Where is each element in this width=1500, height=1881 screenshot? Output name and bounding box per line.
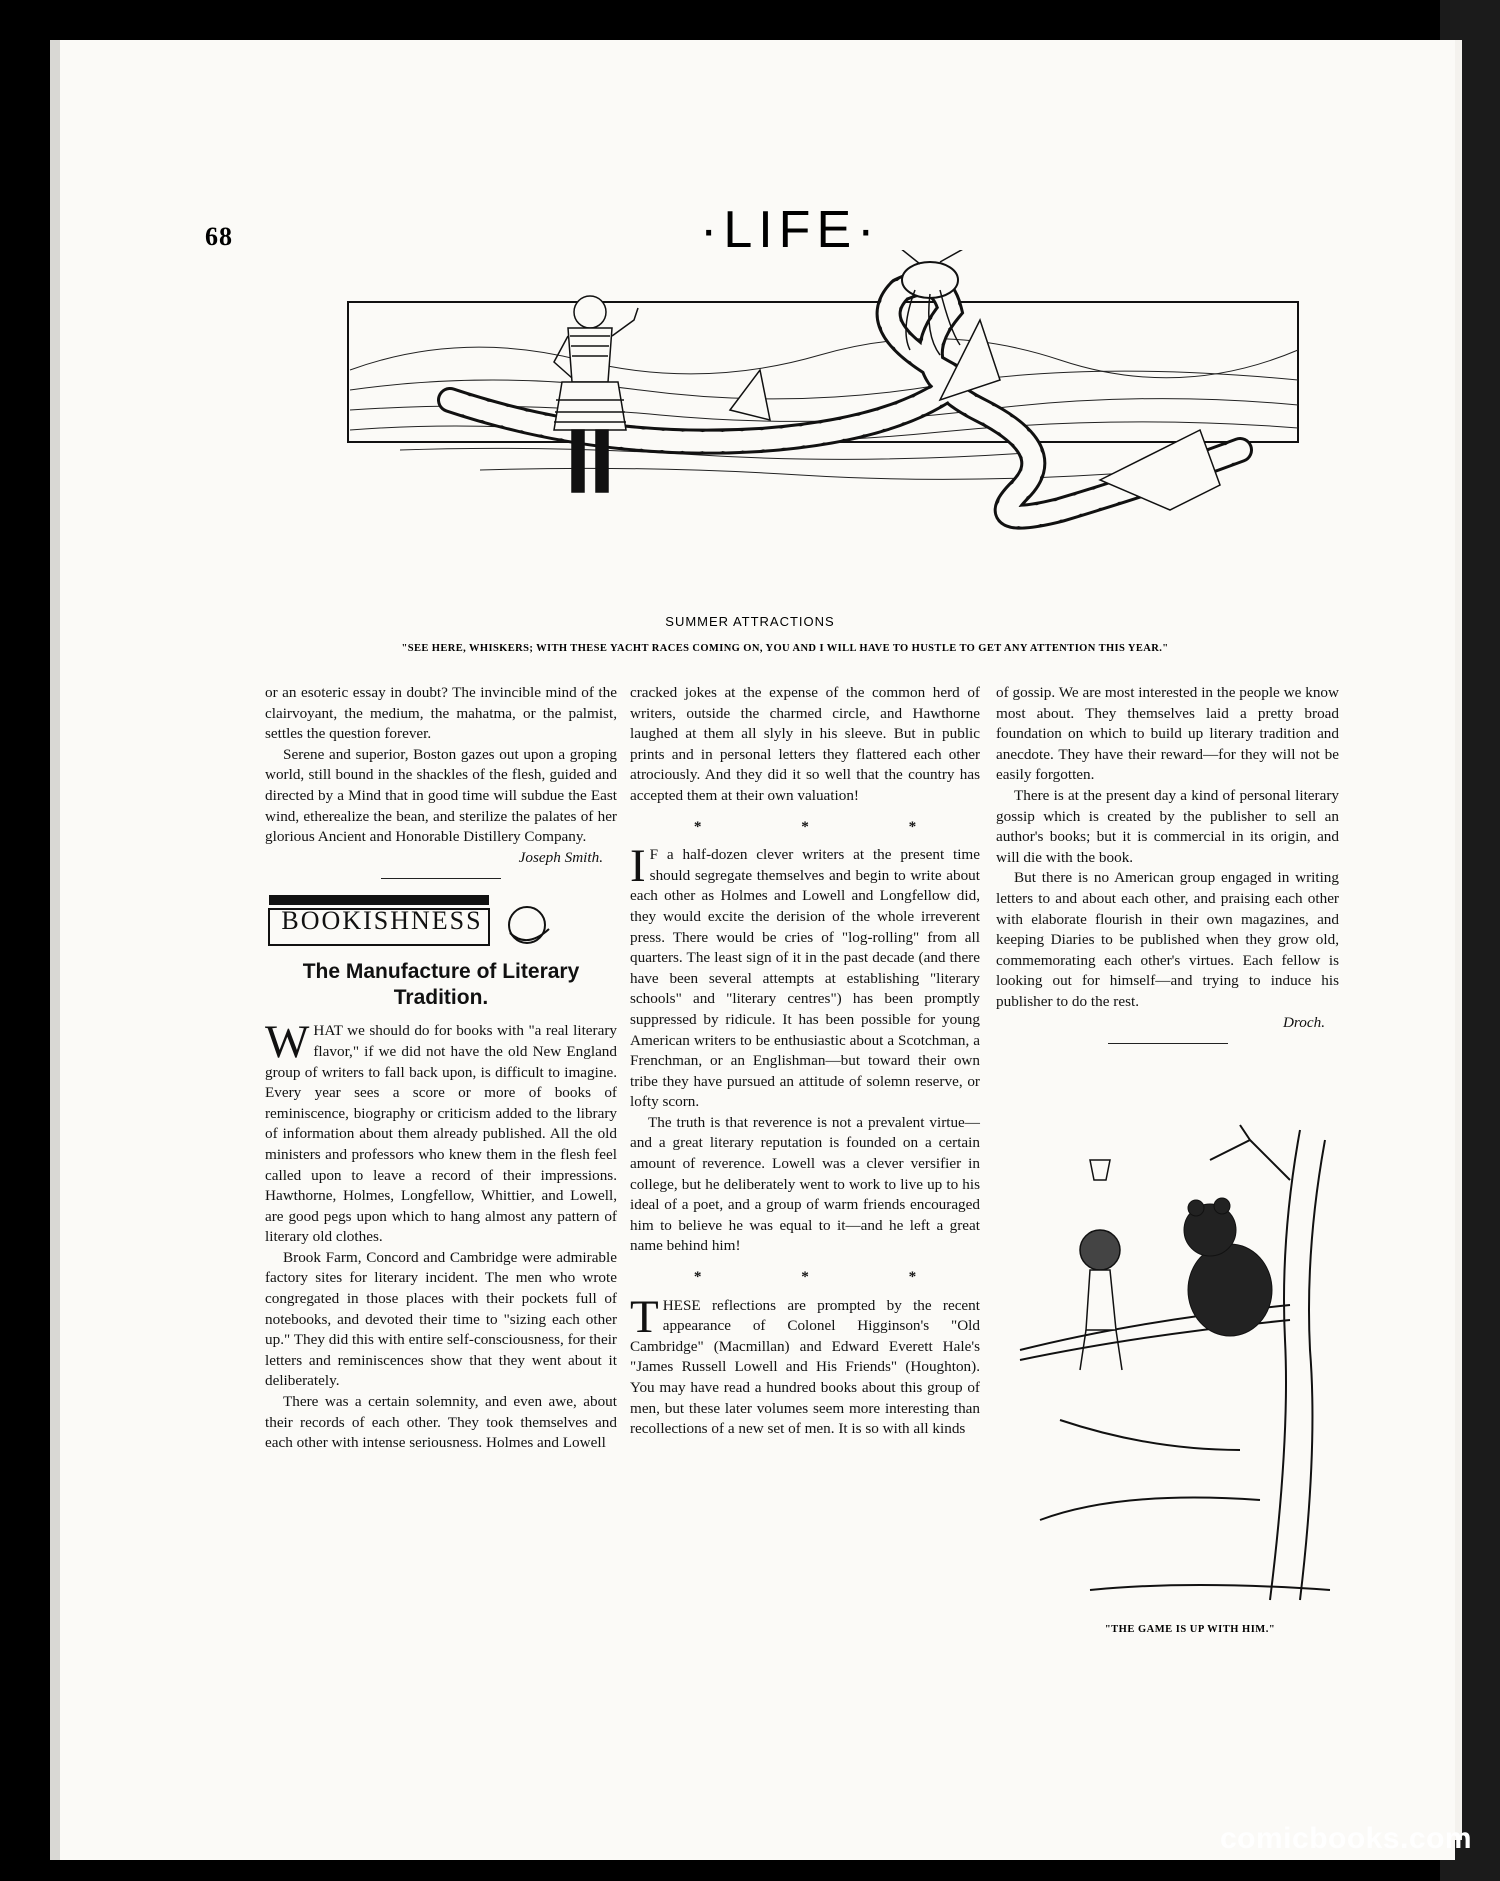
masthead-life: ·LIFE· <box>700 201 881 259</box>
top-illustration-title: SUMMER ATTRACTIONS <box>665 614 835 629</box>
paragraph-dropcap <box>630 1290 980 1440</box>
signature-joseph-smith: Joseph Smith. <box>518 848 603 866</box>
divider-rule <box>381 878 501 879</box>
paragraph-dropcap <box>630 840 980 1113</box>
summer-attractions-illustration <box>340 250 1340 610</box>
paragraph: Serene and superior, Boston gazes out upon a groping world, still bound in the shackles of the flesh, guided and directed by a Mind that in good time will subdue the East wind, etherealize the bean, and sterilize the palates of her glorious Ancient and Honorable Distillery Company. <box>265 745 617 846</box>
column-1 <box>265 683 617 1454</box>
banner-title: BOOKISHNESS <box>281 906 483 936</box>
paragraph: The truth is that reverence is not a prevalent virtue—and a great literary reputation is founded on a certain amount of reverence. Lowell was a clever versifier in college, but he deliberately went to work to live up to his ideal of a poet, and a group of warm friends encouraged him to believe he was equal to it—and he left a great name behind him! <box>630 1113 980 1255</box>
paragraph: cracked jokes at the expense of the common herd of writers, outside the charmed circle, and Hawthorne laughed at them all slyly in his sleeve. But in public prints and in personal letters they flattered each other atrociously. And they did it so well that the country has accepted them at their own valuation! <box>630 684 980 804</box>
bottom-illustration-caption: "THE GAME IS UP WITH HIM." <box>1104 1624 1276 1635</box>
section-stars: * * * <box>693 1268 965 1286</box>
section-stars: * * * <box>693 817 965 835</box>
article-headline: The Manufacture of Literary Tradition. <box>302 960 580 1010</box>
paragraph: There is at the present day a kind of personal literary gossip which is created by the publisher to sell an author's books; but it is commercial in its origin, and will die with the book. <box>996 786 1339 866</box>
drop-cap: W <box>265 1016 310 1069</box>
paragraph: But there is no American group engaged in writing letters to and about each other, and praising each other with elaborate flourish in their own magazines, and keeping Diaries to be published when they grow old, commemorating each other's virtues. Each fellow is looking out for himself—and trying to induce his publisher to do the rest. <box>996 869 1339 1010</box>
paragraph-text: F a half-dozen clever writers at the present time should segregate themselves and begin to write about each other as Holmes and Lowell and Longfellow did, they would excite the derision of the whole irreverent press. There would be cries of "log-rolling" from all quarters. The least sign of it in the past decade (and there have been several attempts at establishing "literary schools" and "literary centres") has been promptly suppressed by ridicule. It has been possible for young American writers to be enthusiastic about a Scotchman, a Frenchman, or an Englishman—but toward their own tribe they have pursued an attitude of solemn reserve, or lofty scorn. <box>630 846 980 1111</box>
bookishness-banner <box>265 889 617 951</box>
game-is-up-illustration <box>1000 1120 1340 1620</box>
signature-droch: Droch. <box>1282 1013 1325 1031</box>
drop-cap: I <box>630 840 646 893</box>
column-2 <box>630 683 980 1440</box>
column-3 <box>996 683 1339 1054</box>
watermark: comicbooks.com <box>1220 1822 1473 1855</box>
paragraph: There was a certain solemnity, and even awe, about their records of each other. They took themselves and each other with intense seriousness. Holmes and Lowell <box>265 1393 617 1452</box>
paragraph: Brook Farm, Concord and Cambridge were admirable factory sites for literary incident. The men who wrote congregated in those places with their pockets full of notebooks, and devoted their time to "sizing each other up." They did this with entire self-consciousness, for their letters and reminiscences show that they went about it deliberately. <box>265 1248 617 1390</box>
paragraph: or an esoteric essay in doubt? The invincible mind of the clairvoyant, the medium, the mahatma, or the palmist, settles the question forever. <box>265 684 617 743</box>
drop-cap: T <box>630 1290 659 1343</box>
top-illustration-quote: "SEE HERE, WHISKERS; WITH THESE YACHT RACES COMING ON, YOU AND I WILL HAVE TO HUSTLE TO GET ANY ATTENTION THIS YEAR." <box>401 643 1169 654</box>
divider-rule <box>1108 1043 1228 1044</box>
paragraph-text: HESE reflections are prompted by the recent appearance of Colonel Higginson's "Old Cambridge" (Macmillan) and Edward Everett Hale's "James Russell Lowell and His Friends" (Houghton). You may have read a hundred books about this group of men, but these later volumes seem more interesting than recollections of a new set of men. It is so with all kinds <box>630 1296 980 1438</box>
paragraph: of gossip. We are most interested in the people we know most about. They themselves laid a pretty broad foundation on which to build up literary tradition and anecdote. They have their reward—for they will not be easily forgotten. <box>996 684 1339 784</box>
page-number: 68 <box>205 222 233 251</box>
paragraph-dropcap <box>265 1016 617 1248</box>
paragraph-text: HAT we should do for books with "a real literary flavor," if we did not have the old New England group of writers to fall back upon, is difficult to imagine. Every year sees a score or more of books of reminiscence, biography or criticism added to the library of information about them already published. All the old ministers and professors who knew them in the flesh feel called upon to leave a record of their impressions. Hawthorne, Holmes, Longfellow, Whittier, and Lowell, are good pegs upon which to hang almost any pattern of literary old clothes. <box>265 1022 617 1246</box>
